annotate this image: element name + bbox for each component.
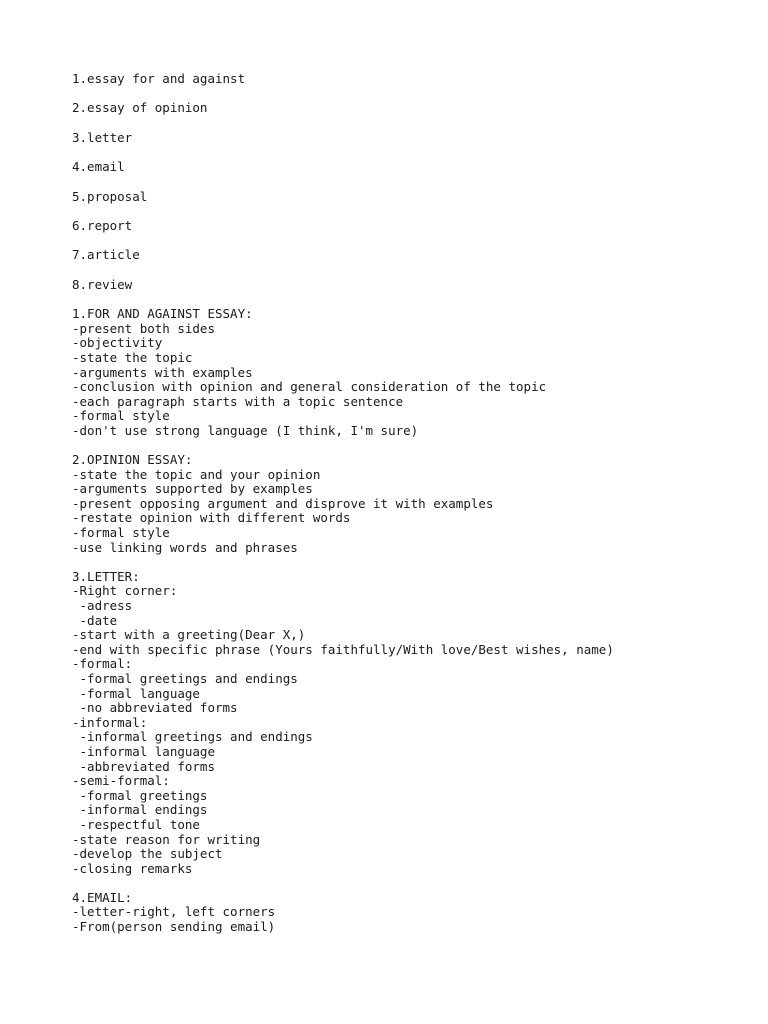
toc-item: 3.letter bbox=[72, 129, 133, 145]
section-heading: 2.OPINION ESSAY: bbox=[72, 452, 193, 468]
section-line: -informal: bbox=[72, 714, 148, 730]
section-line: -semi-formal: bbox=[72, 773, 170, 789]
section-line: -letter-right, left corners bbox=[72, 904, 276, 920]
section-line: -restate opinion with different words bbox=[72, 510, 351, 526]
section-line: -present opposing argument and disprove it with examples bbox=[72, 495, 494, 511]
section-line: -arguments supported by examples bbox=[72, 481, 313, 497]
section-line: -use linking words and phrases bbox=[72, 539, 298, 555]
section-line: -state the topic and your opinion bbox=[72, 466, 321, 482]
section-line: -formal style bbox=[72, 525, 170, 541]
section-letter bbox=[72, 570, 752, 876]
section-line: -no abbreviated forms bbox=[72, 700, 238, 716]
section-line: -formal language bbox=[72, 685, 200, 701]
section-line: -formal style bbox=[72, 408, 170, 424]
section-line: -present both sides bbox=[72, 320, 215, 336]
section-line: -each paragraph starts with a topic sentence bbox=[72, 393, 404, 409]
section-line: -informal endings bbox=[72, 802, 208, 818]
section-line: -end with specific phrase (Yours faithfully/With love/Best wishes, name) bbox=[72, 641, 614, 657]
toc-item: 7.article bbox=[72, 247, 140, 263]
document-page bbox=[72, 72, 752, 949]
section-for-and-against-essay bbox=[72, 307, 752, 438]
section-opinion-essay bbox=[72, 453, 752, 555]
section-line: -formal greetings bbox=[72, 787, 208, 803]
section-line: -state reason for writing bbox=[72, 831, 261, 847]
section-line: -abbreviated forms bbox=[72, 758, 215, 774]
section-heading: 4.EMAIL: bbox=[72, 889, 133, 905]
section-line: -arguments with examples bbox=[72, 364, 253, 380]
table-of-contents bbox=[72, 72, 752, 292]
section-line: -formal: bbox=[72, 656, 133, 672]
toc-item: 2.essay of opinion bbox=[72, 100, 208, 116]
section-line: -closing remarks bbox=[72, 860, 193, 876]
section-line: -informal greetings and endings bbox=[72, 729, 313, 745]
section-line: -don't use strong language (I think, I'm sure) bbox=[72, 422, 419, 438]
section-line: -informal language bbox=[72, 743, 215, 759]
section-line: -respectful tone bbox=[72, 816, 200, 832]
toc-item: 8.review bbox=[72, 276, 133, 292]
section-line: -objectivity bbox=[72, 335, 163, 351]
section-line: -date bbox=[72, 612, 118, 628]
toc-item: 1.essay for and against bbox=[72, 71, 246, 86]
section-line: -conclusion with opinion and general consideration of the topic bbox=[72, 379, 547, 395]
section-email bbox=[72, 891, 752, 935]
section-line: -state the topic bbox=[72, 349, 193, 365]
section-line: -Right corner: bbox=[72, 583, 178, 599]
section-line: -adress bbox=[72, 598, 133, 613]
section-line: -develop the subject bbox=[72, 846, 223, 862]
toc-item: 6.report bbox=[72, 217, 133, 233]
section-line: -start with a greeting(Dear X,) bbox=[72, 627, 306, 643]
section-heading: 3.LETTER: bbox=[72, 568, 140, 584]
section-heading: 1.FOR AND AGAINST ESSAY: bbox=[72, 306, 253, 322]
section-line: -formal greetings and endings bbox=[72, 670, 298, 686]
toc-item: 5.proposal bbox=[72, 188, 148, 204]
section-line: -From(person sending email) bbox=[72, 919, 276, 935]
toc-item: 4.email bbox=[72, 159, 125, 175]
